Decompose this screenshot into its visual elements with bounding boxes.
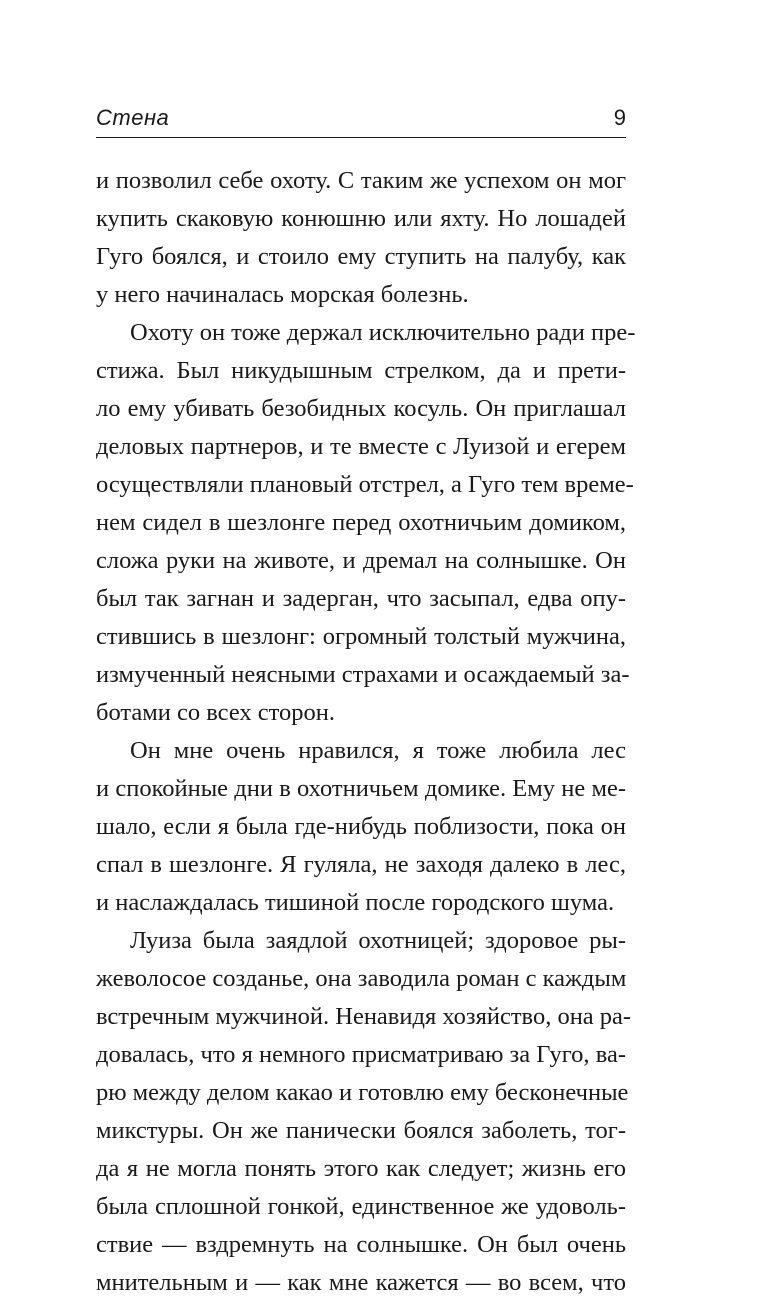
text-line: микстуры. Он же панически боялся заболеть, тог- <box>96 1117 626 1144</box>
text-line: да я не могла понять этого как следует; жизнь его <box>96 1155 626 1182</box>
text-line: деловых партнеров, и те вместе с Луизой и егерем <box>96 433 626 460</box>
text-line: жеволосое созданье, она заводила роман с каждым <box>96 965 627 992</box>
text-line: спал в шезлонге. Я гуляла, не заходя далеко в лес, <box>96 851 626 878</box>
text-line: была сплошной гонкой, единственное же удоволь- <box>96 1193 626 1220</box>
text-line: стижа. Был никудышным стрелком, да и прети- <box>96 357 626 384</box>
text-line: измученный неясными страхами и осаждаемый за- <box>96 661 630 688</box>
text-line: шало, если я была где-нибудь поблизости, пока он <box>96 813 626 840</box>
text-line: ствие — вздремнуть на солнышке. Он был очень <box>96 1231 626 1258</box>
text-line: и наслаждалась тишиной после городского шума. <box>96 889 615 916</box>
running-head <box>96 103 626 133</box>
text-line: у него начиналась морская болезнь. <box>96 281 469 308</box>
text-line: ботами со всех сторон. <box>96 699 336 726</box>
text-line: и спокойные дни в охотничьем домике. Ему не ме- <box>96 775 626 802</box>
text-line: мнительным и — как мне кажется — во всем, что <box>96 1269 626 1296</box>
text-line: ло ему убивать безобидных косуль. Он приглашал <box>96 395 626 422</box>
text-line: довалась, что я немного присматриваю за Гуго, ва- <box>96 1041 626 1068</box>
text-line: был так загнан и задерган, что засыпал, едва опу- <box>96 585 626 612</box>
text-line: Гуго боялся, и стоило ему ступить на палубу, как <box>96 243 626 270</box>
text-line: и позволил себе охоту. С таким же успехом он мог <box>96 167 626 194</box>
text-line: Он мне очень нравился, я тоже любила лес <box>130 737 626 764</box>
text-line: встречным мужчиной. Ненавидя хозяйство, она ра- <box>96 1003 632 1030</box>
text-line: Луиза была заядлой охотницей; здоровое ры- <box>130 927 626 954</box>
text-line: Охоту он тоже держал исключительно ради пре- <box>130 319 636 346</box>
page-number: 9 <box>613 105 626 130</box>
text-line: купить скаковую конюшню или яхту. Но лошадей <box>96 205 626 232</box>
text-line: нем сидел в шезлонге перед охотничьим домиком, <box>96 509 626 536</box>
text-line: осуществляли плановый отстрел, а Гуго тем време- <box>96 471 634 498</box>
text-line: сложа руки на животе, и дремал на солнышке. Он <box>96 547 626 574</box>
running-title: Стена <box>96 105 170 130</box>
text-line: стившись в шезлонг: огромный толстый мужчина, <box>96 623 626 650</box>
body-text <box>96 162 636 1302</box>
header-divider <box>96 137 626 138</box>
text-line: рю между делом какао и готовлю ему бесконечные <box>96 1079 629 1106</box>
